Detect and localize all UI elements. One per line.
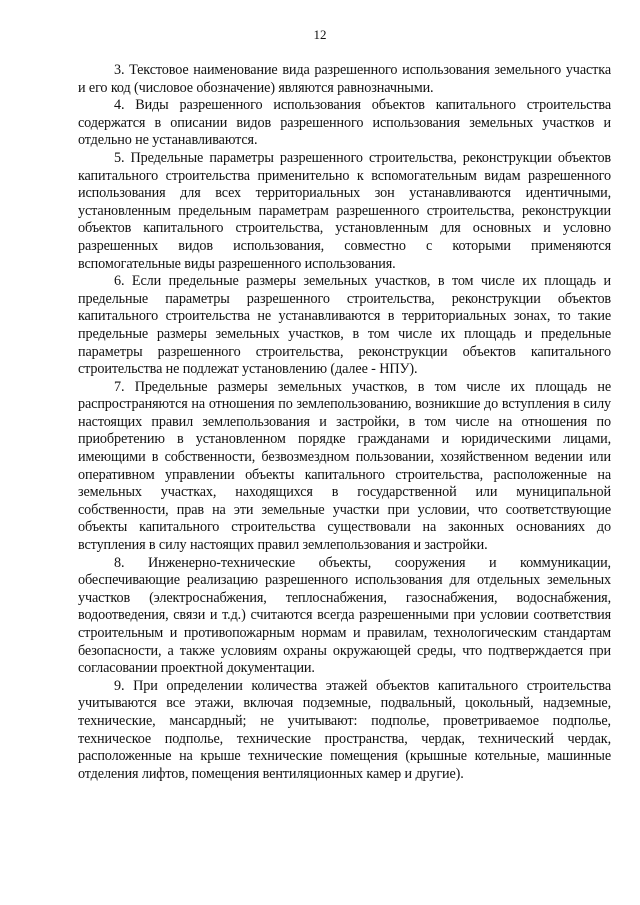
paragraph-9: 9. При определении количества этажей объектов капитального строительства учитываются все этажи, включая подземные, подвальный, цокольный, надземные, технические, мансардный; не учитывают: подполье, проветриваемое подполье, техническое подполье, технические пространства, чердак, технический чердак, расположенные на крыше технические помещения (крышные котельные, машинные отделения лифтов, помещения вентиляционных камер и другие). <box>78 677 611 782</box>
page-number: 12 <box>313 27 327 42</box>
paragraph-4: 4. Виды разрешенного использования объектов капитального строительства содержатся в описании видов разрешенного использования земельных участков и отдельно не устанавливаются. <box>78 97 611 149</box>
paragraph-8: 8. Инженерно-технические объекты, сооружения и коммуникации, обеспечивающие реализацию разрешенного использования для отдельных земельных участков (электроснабжения, теплоснабжения, газоснабжения, водоснабжения, водоотведения, связи и т.д.) считаются всегда разрешенными при условии соответствия строительным и противопожарным нормам и правилам, технологическим стандартам безопасности, а также условиям охраны окружающей среды, что подтверждается при согласовании проектной документации. <box>78 554 611 677</box>
paragraph-7: 7. Предельные размеры земельных участков, в том числе их площадь не распространяются на отношения по землепользованию, возникшие до вступления в силу настоящих правил землепользования и застройки, в том числе на отношения по приобретению в установленном порядке гражданами и юридическими лицами, имеющими в собственности, безвозмездном пользовании, хозяйственном ведении или оперативном управлении объекты капитального строительства, расположенные на земельных участках, находящихся в государственной или муниципальной собственности, прав на эти земельные участки при условии, что соответствующие объекты капитального строительства существовали на законных основаниях до вступления в силу настоящих правил землепользования и застройки. <box>78 378 611 554</box>
document-body <box>78 62 611 783</box>
paragraph-3: 3. Текстовое наименование вида разрешенного использования земельного участка и его код (числовое обозначение) являются равнозначными. <box>78 62 611 96</box>
paragraph-5: 5. Предельные параметры разрешенного строительства, реконструкции объектов капитального строительства применительно к вспомогательным видам разрешенного использования для всех территориальных зон устанавливаются идентичными, установленным предельным параметрам разрешенного строительства, реконструкции объектов капитального строительства, установленным для основных и условно разрешенных видов использования, совместно с которыми применяются вспомогательные виды разрешенного использования. <box>78 149 611 272</box>
paragraph-6: 6. Если предельные размеры земельных участков, в том числе их площадь и предельные параметры разрешенного строительства, реконструкции объектов капитального строительства не устанавливаются в территориальных зонах, то такие предельные размеры земельных участков, в том числе их площадь и предельные параметры разрешенного строительства, реконструкции объектов капитального строительства не подлежат установлению (далее - НПУ). <box>78 273 611 378</box>
